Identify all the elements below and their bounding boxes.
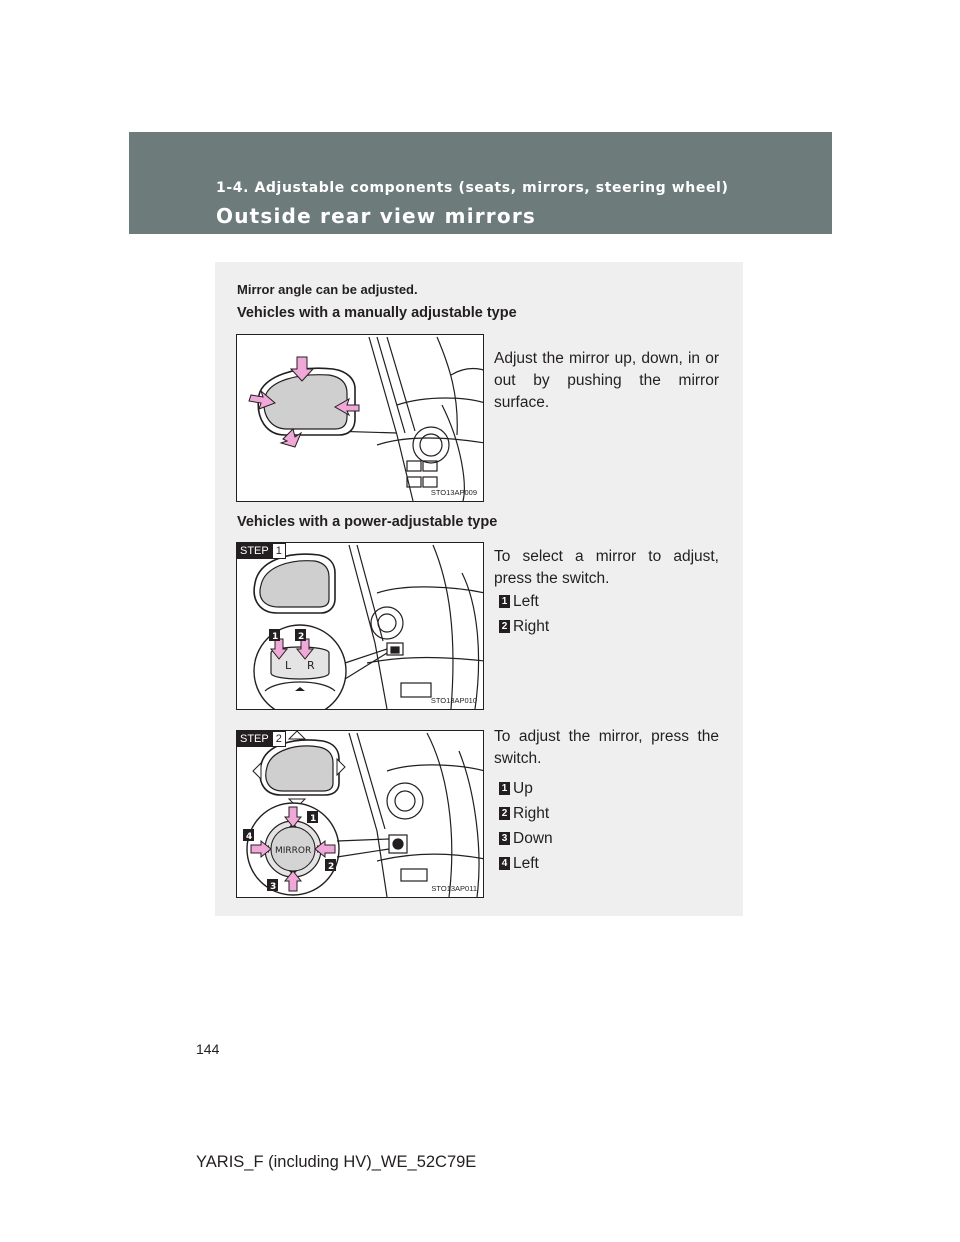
- manual-figure-code: STO13AP009: [430, 488, 477, 497]
- number-badge: 4: [499, 857, 510, 870]
- list-item: [499, 614, 549, 639]
- list-item: [499, 851, 553, 876]
- item-label: Right: [513, 617, 550, 635]
- callout-up-label: 1: [310, 814, 317, 824]
- section-title: 1-4. Adjustable components (seats, mirrors, steering wheel): [216, 180, 729, 196]
- step-label: STEP: [237, 731, 272, 747]
- page-title: Outside rear view mirrors: [216, 204, 536, 228]
- callout-1-label: 1: [272, 632, 279, 642]
- item-label: Right: [513, 804, 550, 822]
- manual-heading: Vehicles with a manually adjustable type: [237, 305, 517, 321]
- item-label: Up: [513, 779, 533, 797]
- callout-down-label: 3: [270, 882, 277, 892]
- step-number: 2: [272, 731, 286, 747]
- power-heading: Vehicles with a power-adjustable type: [237, 514, 498, 530]
- number-badge: 2: [499, 807, 510, 820]
- number-badge: 1: [499, 595, 510, 608]
- step2-text: To adjust the mirror, press the switch.: [494, 728, 719, 767]
- document-id: YARIS_F (including HV)_WE_52C79E: [196, 1153, 477, 1171]
- item-label: Left: [513, 592, 539, 610]
- switch-right-label: R: [307, 659, 315, 672]
- number-badge: 2: [499, 620, 510, 633]
- callout-left-label: 4: [246, 832, 253, 842]
- step1-illustration: [237, 543, 484, 710]
- number-badge: 1: [499, 782, 510, 795]
- intro-text: Mirror angle can be adjusted.: [237, 282, 418, 297]
- step-label: STEP: [237, 543, 272, 559]
- list-item: [499, 776, 553, 801]
- step1-item-list: [499, 589, 549, 639]
- mirror-switch-label: MIRROR: [275, 846, 312, 856]
- list-item: [499, 826, 553, 851]
- step1-figure-code: STO13AP010: [430, 696, 477, 705]
- list-item: [499, 589, 549, 614]
- switch-left-label: L: [285, 659, 292, 672]
- callout-2-label: 2: [298, 632, 305, 642]
- step2-badge: [237, 731, 286, 747]
- step1-text: To select a mirror to adjust, press the switch.: [494, 548, 719, 587]
- manual-text: Adjust the mirror up, down, in or out by pushing the mirror surface.: [494, 350, 719, 411]
- manual-mirror-figure: [236, 334, 484, 502]
- step2-figure-code: STO13AP011: [431, 884, 477, 893]
- manual-mirror-illustration: [237, 335, 484, 502]
- page-number: 144: [196, 1041, 220, 1057]
- step1-figure: [236, 542, 484, 710]
- list-item: [499, 801, 553, 826]
- step2-illustration: [237, 731, 484, 898]
- number-badge: 3: [499, 832, 510, 845]
- callout-right-label: 2: [328, 862, 335, 872]
- step2-item-list: [499, 776, 553, 876]
- item-label: Left: [513, 854, 539, 872]
- item-label: Down: [513, 829, 553, 847]
- step-number: 1: [272, 543, 286, 559]
- step1-badge: [237, 543, 286, 559]
- step2-figure: [236, 730, 484, 898]
